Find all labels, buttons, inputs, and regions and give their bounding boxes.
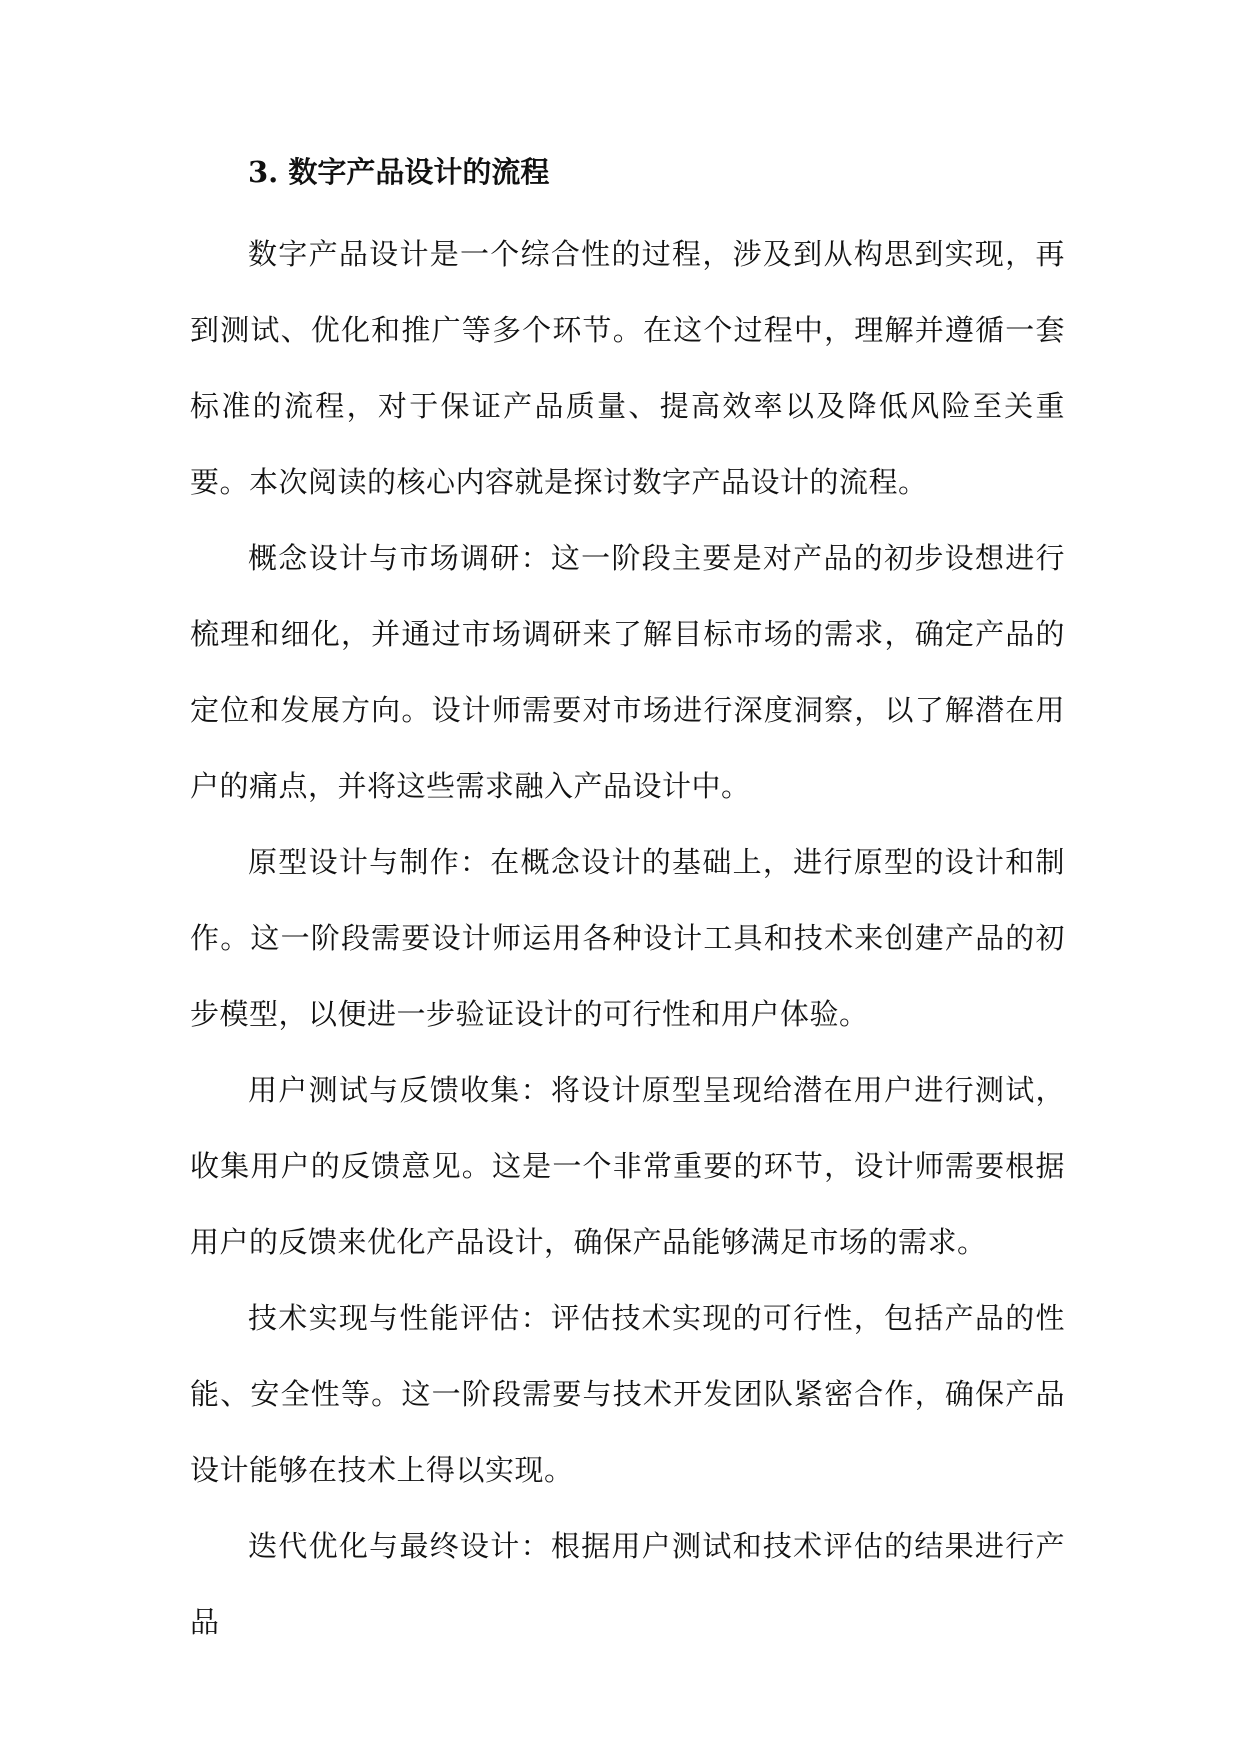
paragraph-intro: 数字产品设计是一个综合性的过程，涉及到从构思到实现，再到测试、优化和推广等多个环节。在这个过程中，理解并遵循一套标准的流程，对于保证产品质量、提高效率以及降低风险至关重要。本次阅读的核心内容就是探讨数字产品设计的流程。 xyxy=(190,237,1065,499)
paragraph-prototype-design: 原型设计与制作：在概念设计的基础上，进行原型的设计和制作。这一阶段需要设计师运用各种设计工具和技术来创建产品的初步模型，以便进一步验证设计的可行性和用户体验。 xyxy=(190,845,1065,1031)
paragraph-tech-implementation: 技术实现与性能评估：评估技术实现的可行性，包括产品的性能、安全性等。这一阶段需要与技术开发团队紧密合作，确保产品设计能够在技术上得以实现。 xyxy=(190,1301,1065,1487)
section-heading: 3. 数字产品设计的流程 xyxy=(248,155,550,189)
paragraph-concept-design: 概念设计与市场调研：这一阶段主要是对产品的初步设想进行梳理和细化，并通过市场调研来了解目标市场的需求，确定产品的定位和发展方向。设计师需要对市场进行深度洞察，以了解潜在用户的痛点，并将这些需求融入产品设计中。 xyxy=(190,541,1065,803)
document-body xyxy=(190,148,1065,1660)
paragraph-user-testing: 用户测试与反馈收集：将设计原型呈现给潜在用户进行测试，收集用户的反馈意见。这是一个非常重要的环节，设计师需要根据用户的反馈来优化产品设计，确保产品能够满足市场的需求。 xyxy=(190,1073,1065,1259)
paragraph-iteration: 迭代优化与最终设计：根据用户测试和技术评估的结果进行产品 xyxy=(190,1529,1065,1639)
